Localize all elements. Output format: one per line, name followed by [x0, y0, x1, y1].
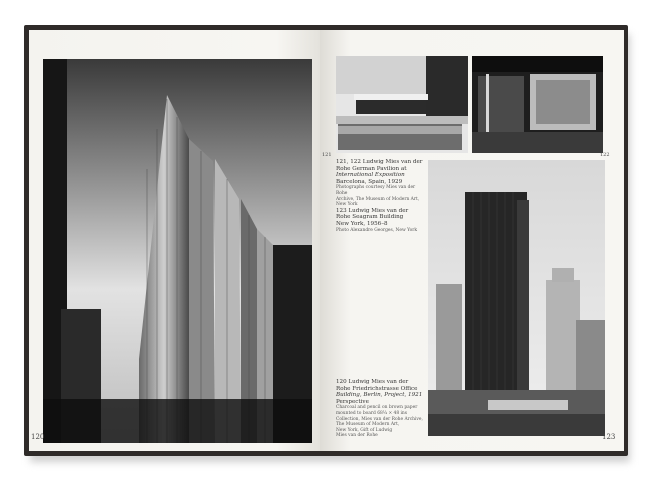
caption-line: Perspective [336, 398, 369, 405]
caption-credit: Photo Alexandre Georges, New York [336, 227, 418, 233]
caption-line: 121, 122 Ludwig Mies van der [336, 159, 423, 165]
caption-line: International Exposition [336, 172, 405, 179]
caption-credit: Photographs courtesy Mies van der Rohe [336, 185, 416, 196]
caption-detail: Collection, Mies van der Rohe Archive, [336, 416, 423, 422]
caption-pavilion-seagram [336, 159, 426, 233]
caption-detail: New York, Gift of Ludwig [336, 427, 393, 433]
seagram-building-photo [428, 160, 605, 436]
caption-line: 123 Ludwig Mies van der [336, 207, 409, 214]
photo-number-121: 121 [322, 152, 332, 158]
right-page [320, 30, 624, 451]
caption-credit: New York [336, 202, 358, 208]
photo-number-122: 122 [600, 152, 610, 158]
caption-detail: Mies van der Rohe [336, 433, 378, 439]
friedrichstrasse-drawing [43, 59, 312, 443]
left-page [29, 30, 320, 451]
caption-detail: Charcoal and pencil on brown paper [336, 405, 418, 411]
caption-line: Rohe German Pavilion at [336, 165, 407, 172]
caption-line: 120 Ludwig Mies van der [336, 379, 409, 385]
page-number-right: 123 [602, 433, 616, 441]
caption-detail: mounted to board 68¼ × 48 ins [336, 410, 407, 416]
german-pavilion-exterior-photo [336, 56, 468, 153]
caption-detail: The Museum of Modern Art, [336, 422, 400, 428]
caption-line: Building, Berlin, Project, 1921 [336, 392, 423, 399]
caption-credit: Archive, The Museum of Modern Art, [336, 196, 420, 202]
caption-line: New York, 1956–8 [336, 220, 388, 227]
page-number-left: 120 [31, 433, 45, 441]
caption-line: Rohe Friedrichstrasse Office [336, 385, 418, 392]
caption-friedrichstrasse [336, 379, 426, 439]
german-pavilion-interior-photo [472, 56, 603, 153]
caption-line: Barcelona, Spain, 1929 [336, 178, 403, 185]
caption-line: Rohe Seagram Building [336, 214, 404, 221]
